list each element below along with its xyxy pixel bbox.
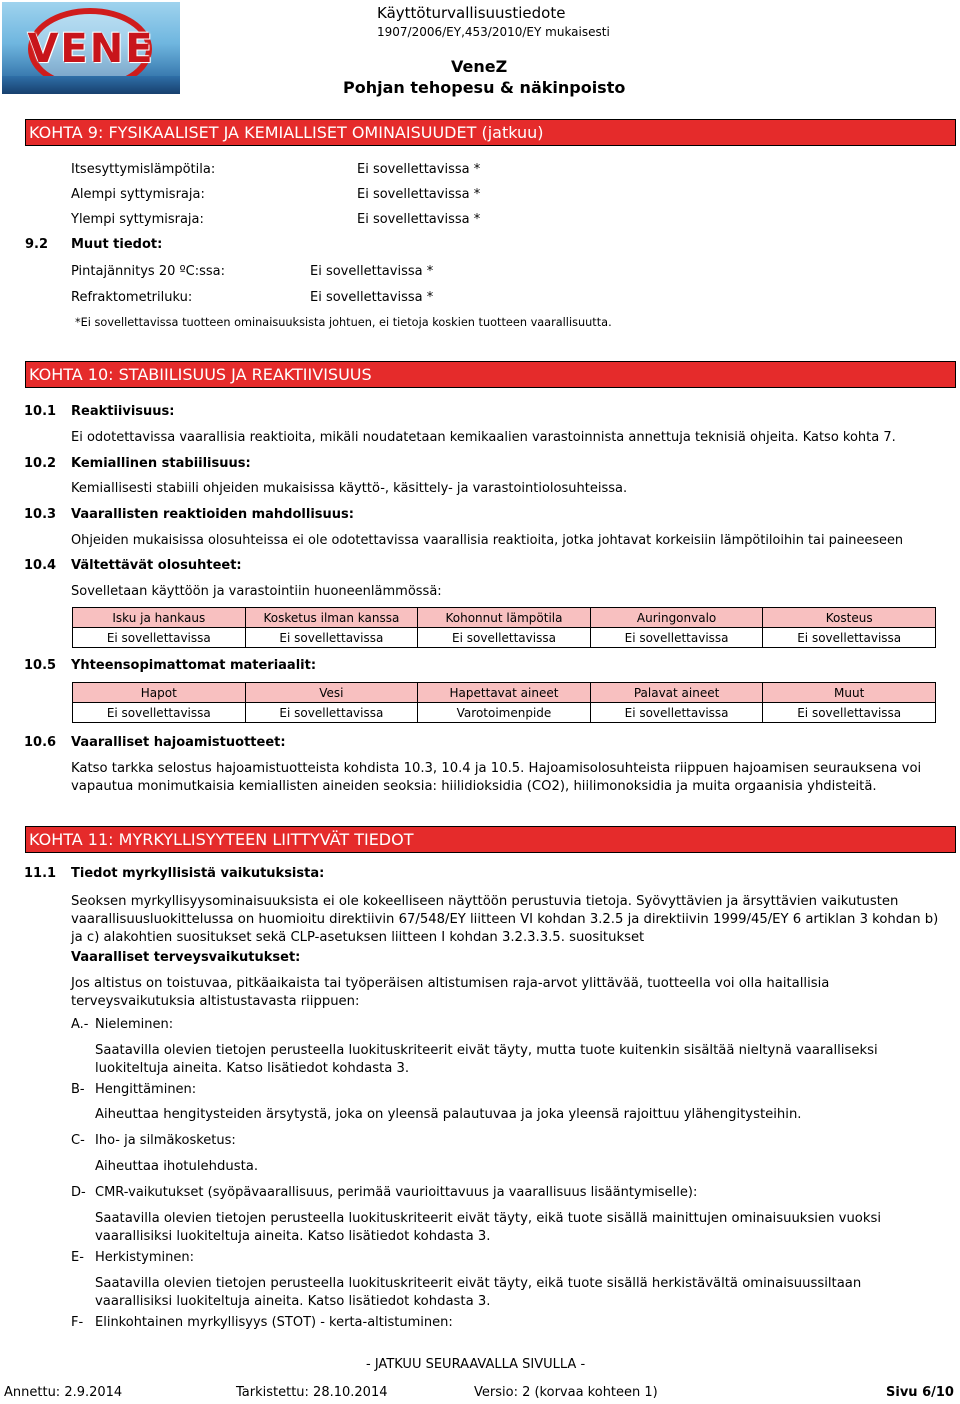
effect-text: Saatavilla olevien tietojen perusteella luokituskriteerit eivät täyty, eikä tuote sisällä mainittujen ominaisuuksien vuoksi vaarallisiksi luokiteltuja aineita. Katso lisätiedot kohdasta 3.	[95, 1211, 882, 1244]
s11-intro: Seoksen myrkyllisyysominaisuuksista ei ole kokeelliseen näyttöön perustuvia tietoja. Syövyttävien ja ärsyttävien vaikutusten vaarallisuusluokittelussa on huomioitu direktiivin 67/548/EY liitteen VI kohdan 3.2.5 ja direktiivin 1999/45/EY 6 artiklan 3 kohdan b) ja c) alakohtien suositukset sekä CLP-asetuksen liitteen I kohdan 3.2.3.3.5. suositukset	[71, 894, 939, 945]
s10-item-num: 10.5	[24, 658, 57, 673]
s10-item-title: Vaarallisten reaktioiden mahdollisuus:	[71, 507, 354, 522]
section-9-title: KOHTA 9: FYSIKAALISET JA KEMIALLISET OMINAISUUDET (jatkuu)	[29, 123, 544, 142]
table-cell: Varotoimenpide	[418, 703, 591, 723]
s9-row2-label: Refraktometriluku:	[71, 290, 193, 305]
s10-item-text: Sovelletaan käyttöön ja varastointiin huoneenlämmössä:	[71, 584, 442, 599]
table-header-cell: Muut	[763, 683, 936, 703]
table-header-cell: Hapettavat aineet	[418, 683, 591, 703]
s9-row-value: Ei sovellettavissa *	[357, 187, 481, 202]
incompatible-materials-table	[72, 682, 936, 723]
s10-item-num: 10.2	[24, 456, 57, 471]
table-cell: Ei sovellettavissa	[590, 628, 763, 648]
section-10-title: KOHTA 10: STABIILISUUS JA REAKTIIVISUUS	[29, 365, 372, 384]
s10-item-title: Reaktiivisuus:	[71, 404, 175, 419]
logo-text: VENE	[27, 26, 155, 72]
table-header-cell: Kosketus ilman kanssa	[245, 608, 418, 628]
effect-title: Nieleminen:	[95, 1017, 174, 1032]
table-cell: Ei sovellettavissa	[245, 628, 418, 648]
s9-sub-num: 9.2	[25, 237, 49, 252]
s10-item-text: Ei odotettavissa vaarallisia reaktioita, mikäli noudatetaan kemikaalien varastoinnista annettuja teknisiä ohjeita. Katso kohta 7.	[71, 430, 896, 445]
effect-title: CMR-vaikutukset (syöpävaarallisuus, perimää vaurioittavuus ja vaarallisuus lisääntymiselle):	[95, 1185, 698, 1200]
s10-item-title: Vaaralliset hajoamistuotteet:	[71, 735, 286, 750]
effect-title: Hengittäminen:	[95, 1082, 197, 1097]
version-info: Versio: 2 (korvaa kohteen 1)	[474, 1385, 658, 1400]
effect-letter: C-	[71, 1133, 85, 1148]
s9-row-value: Ei sovellettavissa *	[357, 162, 481, 177]
conditions-to-avoid-table	[72, 607, 936, 648]
effect-title: Herkistyminen:	[95, 1250, 194, 1265]
table-cell: Ei sovellettavissa	[763, 628, 936, 648]
table-cell: Ei sovellettavissa	[763, 703, 936, 723]
s11-health-title: Vaaralliset terveysvaikutukset:	[71, 950, 301, 965]
table-header-cell: Palavat aineet	[590, 683, 763, 703]
issued-date: Annettu: 2.9.2014	[4, 1385, 123, 1400]
table-cell: Ei sovellettavissa	[73, 703, 246, 723]
section-11-header	[25, 826, 956, 853]
s9-row-label: Ylempi syttymisraja:	[71, 212, 204, 227]
section-11-title: KOHTA 11: MYRKYLLISYYTEEN LIITTYVÄT TIEDOT	[29, 830, 414, 849]
product-description: Pohjan tehopesu & näkinpoisto	[343, 78, 626, 97]
regulation-text: 1907/2006/EY,453/2010/EY mukaisesti	[377, 25, 610, 39]
effect-text: Aiheuttaa hengitysteiden ärsytystä, joka on yleensä palautuvaa ja joka yleensä rajoittuu ylähengitysteihin.	[95, 1107, 802, 1122]
revised-date: Tarkistettu: 28.10.2014	[236, 1385, 388, 1400]
effect-title: Elinkohtainen myrkyllisyys (STOT) - kerta-altistuminen:	[95, 1315, 453, 1330]
s9-note: *Ei sovellettavissa tuotteen ominaisuuksista johtuen, ei tietoja koskien tuotteen vaarallisuutta.	[75, 316, 612, 329]
table-cell: Ei sovellettavissa	[418, 628, 591, 648]
s11-sub-title: Tiedot myrkyllisistä vaikutuksista:	[71, 866, 325, 881]
s10-item-text: Katso tarkka selostus hajoamistuotteista kohdista 10.3, 10.4 ja 10.5. Hajoamisolosuhteista riippuen hajoamisen seurauksena voi vapautua monimutkaisia kemiallisten aineiden seoksia: hiilidioksidia (CO2), hiilimonoksidia ja muita orgaanisia yhdisteitä.	[71, 761, 922, 794]
doc-title: Käyttöturvallisuustiedote	[377, 4, 566, 22]
section-10-header	[25, 361, 956, 388]
s9-row2-value: Ei sovellettavissa *	[310, 264, 434, 279]
table-header-cell: Kosteus	[763, 608, 936, 628]
effect-letter: B-	[71, 1082, 85, 1097]
s11-sub-num: 11.1	[24, 866, 57, 881]
table-header-cell: Auringonvalo	[590, 608, 763, 628]
effect-letter: D-	[71, 1185, 86, 1200]
effect-text: Saatavilla olevien tietojen perusteella luokituskriteerit eivät täyty, mutta tuote kuitenkin sisältää nieltynä vaaralliseksi luokiteltuja aineita. Katso lisätiedot kohdasta 3.	[95, 1043, 878, 1076]
s9-row2-label: Pintajännitys 20 ºC:ssa:	[71, 264, 225, 279]
product-name: VeneZ	[451, 57, 508, 76]
table-cell: Ei sovellettavissa	[590, 703, 763, 723]
effect-text: Saatavilla olevien tietojen perusteella luokituskriteerit eivät täyty, eikä tuote sisällä herkistävältä ominaisuussiltaan vaarallisiksi luokiteltuja aineita. Katso lisätiedot kohdasta 3.	[95, 1276, 862, 1309]
s10-item-num: 10.4	[24, 558, 57, 573]
s10-item-title: Kemiallinen stabiilisuus:	[71, 456, 251, 471]
s10-item-title: Yhteensopimattomat materiaalit:	[71, 658, 317, 673]
effect-letter: F-	[71, 1315, 84, 1330]
table-cell: Ei sovellettavissa	[245, 703, 418, 723]
effect-letter: A.-	[71, 1017, 89, 1032]
table-header-cell: Kohonnut lämpötila	[418, 608, 591, 628]
s10-item-num: 10.6	[24, 735, 57, 750]
effect-letter: E-	[71, 1250, 84, 1265]
s10-item-num: 10.1	[24, 404, 57, 419]
s10-item-num: 10.3	[24, 507, 57, 522]
table-header-cell: Isku ja hankaus	[73, 608, 246, 628]
effect-title: Iho- ja silmäkosketus:	[95, 1133, 236, 1148]
page-number: Sivu 6/10	[886, 1385, 954, 1400]
table-header-cell: Hapot	[73, 683, 246, 703]
s9-row-value: Ei sovellettavissa *	[357, 212, 481, 227]
s10-item-title: Vältettävät olosuhteet:	[71, 558, 242, 573]
logo-sea	[2, 76, 180, 94]
table-header-cell: Vesi	[245, 683, 418, 703]
company-logo	[2, 2, 180, 94]
s9-row-label: Itsesyttymislämpötila:	[71, 162, 216, 177]
s9-row-label: Alempi syttymisraja:	[71, 187, 205, 202]
s10-item-text: Ohjeiden mukaisissa olosuhteissa ei ole odotettavissa vaarallisia reaktioita, jotka johtavat korkeisiin lämpötiloihin tai paineeseen	[71, 533, 904, 548]
s9-row2-value: Ei sovellettavissa *	[310, 290, 434, 305]
effect-text: Aiheuttaa ihotulehdusta.	[95, 1159, 259, 1174]
table-cell: Ei sovellettavissa	[73, 628, 246, 648]
continues-note: - JATKUU SEURAAVALLA SIVULLA -	[366, 1357, 586, 1372]
s9-sub-title: Muut tiedot:	[71, 237, 163, 252]
s11-health-intro: Jos altistus on toistuvaa, pitkäaikaista tai työperäisen altistumisen raja-arvot ylittävää, tuotteella voi olla haitallisia terveysvaikutuksia altistustavasta riippuen:	[71, 976, 830, 1009]
section-9-header	[25, 119, 956, 146]
s10-item-text: Kemiallisesti stabiili ohjeiden mukaisissa käyttö-, käsittely- ja varastointiolosuhteissa.	[71, 481, 628, 496]
